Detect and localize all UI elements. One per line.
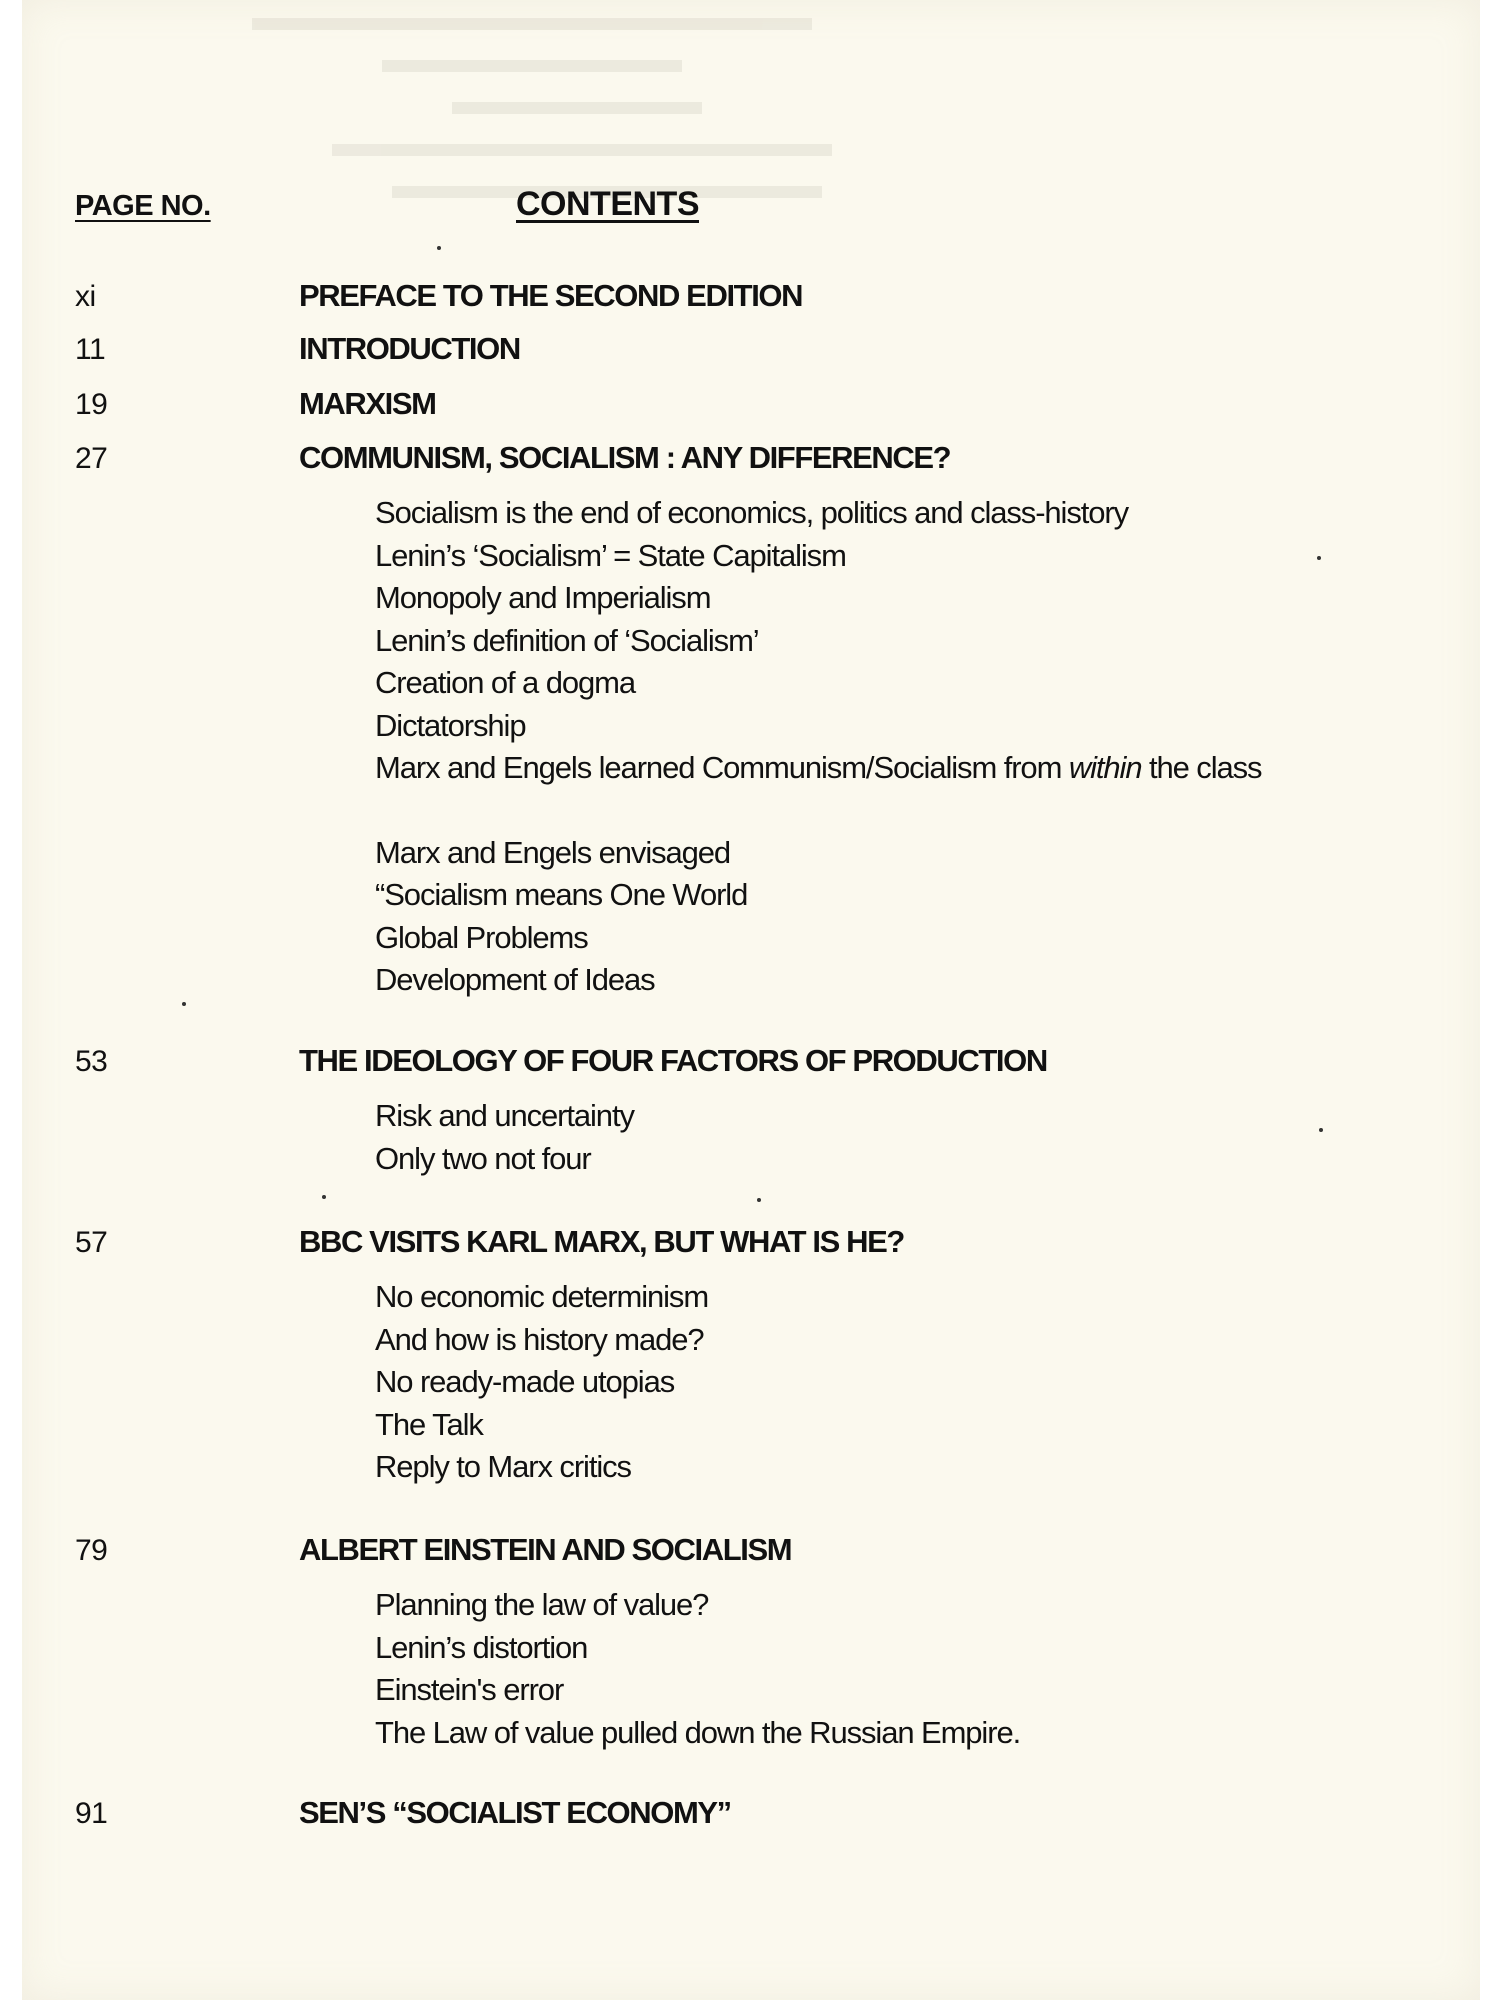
chapter-title: INTRODUCTION — [299, 331, 520, 366]
section-title: And how is history made? — [375, 1322, 704, 1357]
table-of-contents — [22, 0, 1480, 2000]
page-number: 11 — [75, 333, 106, 366]
section-title: Monopoly and Imperialism — [375, 580, 711, 615]
scan-speck — [182, 1002, 186, 1006]
page-number: xi — [75, 280, 96, 313]
section-title: Lenin’s definition of ‘Socialism’ — [375, 623, 759, 658]
page-number: 79 — [75, 1534, 108, 1567]
section-title: Socialism is the end of economics, politics and class-history — [375, 495, 1129, 530]
section-title: Lenin’s distortion — [375, 1630, 588, 1665]
section-title: Lenin’s ‘Socialism’ = State Capitalism — [375, 538, 846, 573]
section-title: Risk and uncertainty — [375, 1098, 634, 1133]
page-number: 91 — [75, 1797, 108, 1830]
scan-speck — [322, 1195, 326, 1199]
scan-speck — [1319, 1128, 1323, 1132]
chapter-title: PREFACE TO THE SECOND EDITION — [299, 278, 803, 313]
page-number: 27 — [75, 442, 108, 475]
section-title: Only two not four — [375, 1141, 591, 1176]
page-number: 19 — [75, 388, 108, 421]
section-title: “Socialism means One World — [375, 877, 748, 912]
section-title: Dictatorship — [375, 708, 526, 743]
page-number: 57 — [75, 1226, 108, 1259]
scan-speck — [437, 246, 441, 250]
page-number: 53 — [75, 1045, 108, 1078]
chapter-title: BBC VISITS KARL MARX, BUT WHAT IS HE? — [299, 1224, 904, 1259]
section-title: The Law of value pulled down the Russian Empire. — [375, 1715, 1021, 1750]
section-title: The Talk — [375, 1407, 483, 1442]
section-title: Global Problems — [375, 920, 588, 955]
contents-heading: CONTENTS — [516, 185, 699, 223]
section-title-part: the class — [1141, 750, 1262, 785]
page-no-column-header: PAGE NO. — [75, 190, 211, 222]
chapter-title: COMMUNISM, SOCIALISM : ANY DIFFERENCE? — [299, 440, 951, 475]
section-title: No economic determinism — [375, 1279, 709, 1314]
section-title-emphasis: within — [1068, 750, 1142, 785]
scan-speck — [757, 1198, 761, 1202]
section-title-part: Marx and Engels learned Communism/Socialism from — [375, 750, 1069, 785]
chapter-title: MARXISM — [299, 386, 436, 421]
section-title: Marx and Engels envisaged — [375, 835, 731, 870]
section-title: Creation of a dogma — [375, 665, 635, 700]
page — [22, 0, 1480, 2000]
chapter-title: THE IDEOLOGY OF FOUR FACTORS OF PRODUCTION — [299, 1043, 1047, 1078]
section-title: Einstein's error — [375, 1672, 564, 1707]
chapter-title: ALBERT EINSTEIN AND SOCIALISM — [299, 1532, 792, 1567]
section-title — [375, 747, 1261, 789]
section-title: Planning the law of value? — [375, 1587, 709, 1622]
section-title: Development of Ideas — [375, 962, 655, 997]
scan-speck — [1317, 556, 1321, 560]
section-title: Reply to Marx critics — [375, 1449, 631, 1484]
section-title: No ready-made utopias — [375, 1364, 675, 1399]
chapter-title: SEN’S “SOCIALIST ECONOMY” — [299, 1795, 731, 1830]
